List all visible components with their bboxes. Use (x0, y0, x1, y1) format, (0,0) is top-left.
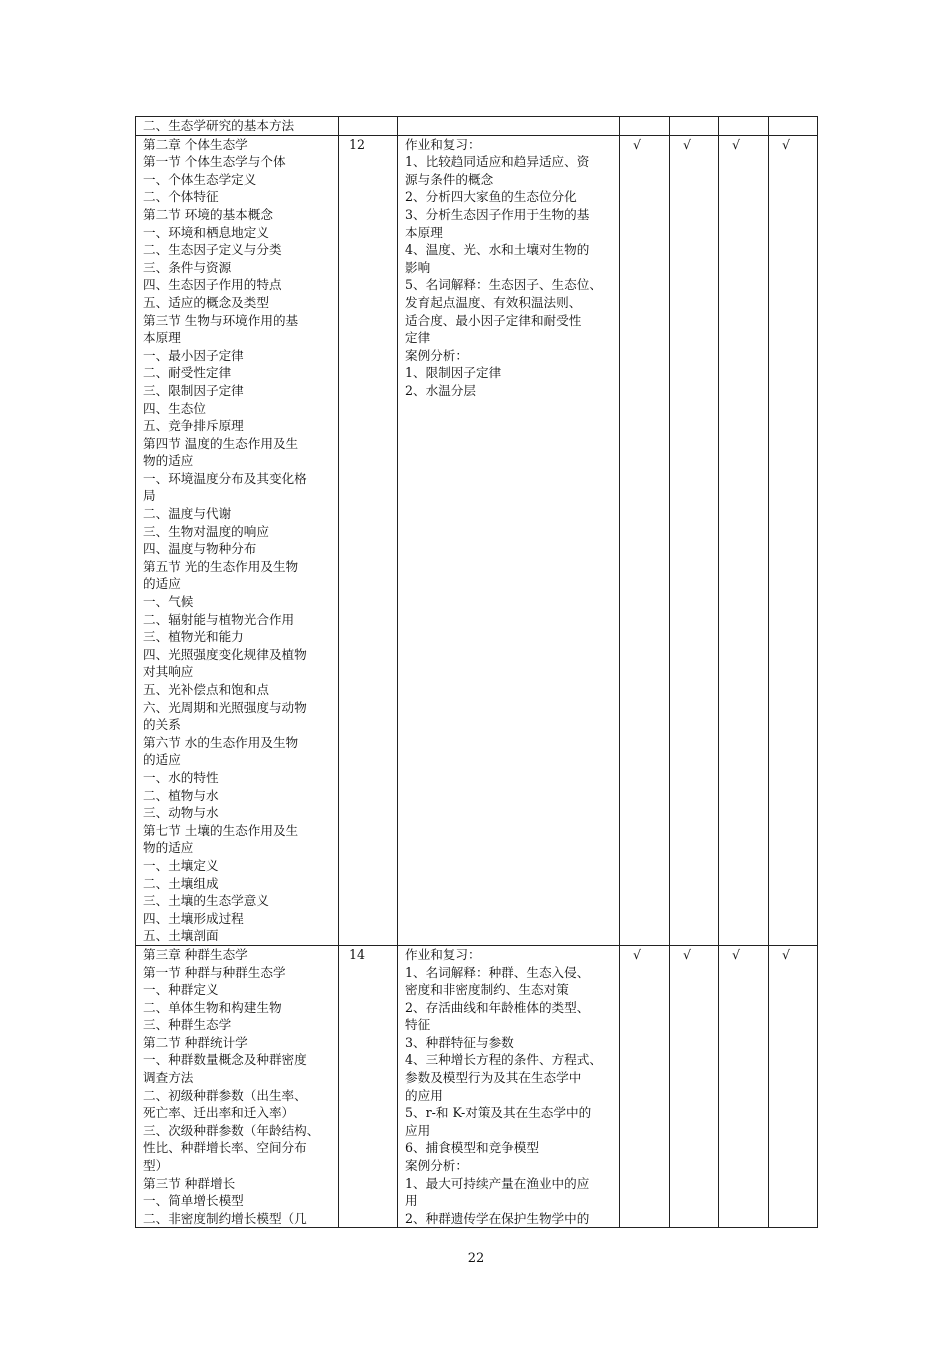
text-line: 1、名词解释：种群、生态入侵、 (405, 964, 590, 980)
text-line: 发育起点温度、有效积温法则、 (405, 294, 582, 310)
text-line: 特征 (405, 1017, 431, 1033)
assignments-cell (398, 945, 620, 1228)
text-line: 第二节 种群统计学 (143, 1034, 248, 1050)
check-cell (620, 117, 670, 136)
hours-cell: 12 (339, 135, 398, 945)
text-line: 作业和复习： (405, 946, 481, 962)
table-row (136, 135, 818, 945)
check-cell: √ (620, 945, 670, 1228)
text-line: 三、生物对温度的响应 (143, 523, 269, 539)
text-line: 一、简单增长模型 (143, 1193, 244, 1209)
text-line: 四、温度与物种分布 (143, 541, 257, 557)
text-line: 第三节 种群增长 (143, 1175, 236, 1191)
text-line: 三、动物与水 (143, 805, 219, 821)
check-cell (670, 117, 719, 136)
text-line: 2、水温分层 (405, 382, 476, 398)
text-line: 本原理 (405, 224, 443, 240)
text-line: 四、生态位 (143, 400, 206, 416)
check-cell: √ (719, 135, 769, 945)
text-line: 第二章 个体生态学 (143, 136, 248, 152)
text-line: 源与条件的概念 (405, 171, 494, 187)
text-line: 二、耐受性定律 (143, 365, 232, 381)
text-line: 二、个体特征 (143, 189, 219, 205)
check-cell: √ (769, 945, 818, 1228)
text-line: 案例分析： (405, 347, 468, 363)
hours-cell (339, 117, 398, 136)
text-line: 3、分析生态因子作用于生物的基 (405, 206, 590, 222)
text-line: 五、土壤剖面 (143, 928, 219, 944)
text-line: 第五节 光的生态作用及生物 (143, 558, 299, 574)
empty-line (405, 117, 615, 135)
table-row (136, 117, 818, 136)
text-line: 的应用 (405, 1087, 443, 1103)
text-line: 调查方法 (143, 1070, 194, 1086)
text-line: 二、初级种群参数（出生率、 (143, 1087, 307, 1103)
syllabus-table-body (136, 117, 818, 1228)
text-line: 一、环境和栖息地定义 (143, 224, 269, 240)
text-line: 5、名词解释：生态因子、生态位、 (405, 277, 602, 293)
syllabus-table (135, 116, 818, 1228)
text-line: 定律 (405, 330, 431, 346)
text-line: 死亡率、迁出率和迁入率） (143, 1105, 295, 1121)
check-cell: √ (719, 945, 769, 1228)
text-line: 二、辐射能与植物光合作用 (143, 611, 295, 627)
text-line: 五、竞争排斥原理 (143, 418, 244, 434)
text-line: 第一节 个体生态学与个体 (143, 154, 286, 170)
text-line: 参数及模型行为及其在生态学中 (405, 1070, 582, 1086)
text-line: 6、捕食模型和竞争模型 (405, 1140, 539, 1156)
text-line: 型） (143, 1158, 169, 1174)
text-line: 作业和复习： (405, 136, 481, 152)
text-line: 四、光照强度变化规律及植物 (143, 646, 307, 662)
text-line: 一、水的特性 (143, 769, 219, 785)
assignments-cell (398, 135, 620, 945)
text-line: 四、生态因子作用的特点 (143, 277, 282, 293)
text-line: 物的适应 (143, 840, 194, 856)
text-line: 三、植物光和能力 (143, 629, 244, 645)
page-number: 22 (467, 1251, 485, 1266)
text-line: 1、最大可持续产量在渔业中的应 (405, 1175, 590, 1191)
text-line: 的适应 (143, 576, 181, 592)
text-line: 性比、种群增长率、空间分布 (143, 1140, 307, 1156)
text-line: 三、种群生态学 (143, 1017, 232, 1033)
text-line: 的关系 (143, 717, 181, 733)
text-line: 2、分析四大家鱼的生态位分化 (405, 189, 577, 205)
text-line: 物的适应 (143, 453, 194, 469)
text-line: 二、土壤组成 (143, 875, 219, 891)
text-line: 对其响应 (143, 664, 194, 680)
text-line: 1、比较趋同适应和趋异适应、资 (405, 154, 590, 170)
text-line: 一、种群定义 (143, 982, 219, 998)
text-line: 案例分析： (405, 1158, 468, 1174)
text-line: 4、三种增长方程的条件、方程式、 (405, 1052, 602, 1068)
text-line: 二、生态学研究的基本方法 (143, 118, 295, 133)
text-line: 三、条件与资源 (143, 259, 232, 275)
text-line: 影响 (405, 259, 431, 275)
topics-cell (136, 945, 339, 1228)
hours-cell: 14 (339, 945, 398, 1228)
topics-cell (136, 117, 339, 136)
text-line: 第四节 温度的生态作用及生 (143, 435, 299, 451)
text-line: 二、温度与代谢 (143, 506, 232, 522)
text-line: 一、气候 (143, 594, 194, 610)
text-line: 三、次级种群参数（年龄结构、 (143, 1122, 320, 1138)
text-line: 3、种群特征与参数 (405, 1034, 514, 1050)
check-cell (719, 117, 769, 136)
check-cell: √ (769, 135, 818, 945)
text-line: 一、种群数量概念及种群密度 (143, 1052, 307, 1068)
check-cell: √ (620, 135, 670, 945)
text-line: 第三节 生物与环境作用的基 (143, 312, 299, 328)
text-line: 的适应 (143, 752, 181, 768)
text-line: 用 (405, 1193, 418, 1209)
check-cell (769, 117, 818, 136)
text-line: 一、最小因子定律 (143, 347, 244, 363)
text-line: 四、土壤形成过程 (143, 910, 244, 926)
text-line: 二、生态因子定义与分类 (143, 242, 282, 258)
text-line: 4、温度、光、水和土壤对生物的 (405, 242, 590, 258)
text-line: 1、限制因子定律 (405, 365, 502, 381)
text-line: 一、个体生态学定义 (143, 171, 257, 187)
text-line: 第六节 水的生态作用及生物 (143, 734, 299, 750)
check-cell: √ (670, 135, 719, 945)
text-line: 二、植物与水 (143, 787, 219, 803)
assignments-cell (398, 117, 620, 136)
text-line: 本原理 (143, 330, 181, 346)
text-line: 第三章 种群生态学 (143, 946, 248, 962)
text-line: 一、环境温度分布及其变化格 (143, 470, 307, 486)
text-line: 局 (143, 488, 156, 504)
text-line: 五、光补偿点和饱和点 (143, 682, 269, 697)
table-row (136, 945, 818, 1228)
text-line: 五、适应的概念及类型 (143, 294, 269, 310)
text-line: 三、限制因子定律 (143, 382, 244, 398)
text-line: 密度和非密度制约、生态对策 (405, 982, 569, 998)
text-line: 第七节 土壤的生态作用及生 (143, 822, 299, 838)
text-line: 第一节 种群与种群生态学 (143, 964, 286, 980)
text-line: 六、光周期和光照强度与动物 (143, 699, 307, 715)
text-line: 二、非密度制约增长模型（几 (143, 1210, 307, 1226)
text-line: 应用 (405, 1122, 431, 1138)
text-line: 三、土壤的生态学意义 (143, 893, 269, 909)
text-line: 2、存活曲线和年龄椎体的类型、 (405, 999, 590, 1015)
text-line: 适合度、最小因子定律和耐受性 (405, 312, 582, 328)
check-cell: √ (670, 945, 719, 1228)
text-line: 二、单体生物和构建生物 (143, 999, 282, 1015)
text-line: 2、种群遗传学在保护生物学中的 (405, 1210, 590, 1226)
text-line: 一、土壤定义 (143, 857, 219, 873)
text-line: 第二节 环境的基本概念 (143, 206, 273, 222)
text-line: 5、r-和 K-对策及其在生态学中的 (405, 1105, 592, 1121)
topics-cell (136, 135, 339, 945)
